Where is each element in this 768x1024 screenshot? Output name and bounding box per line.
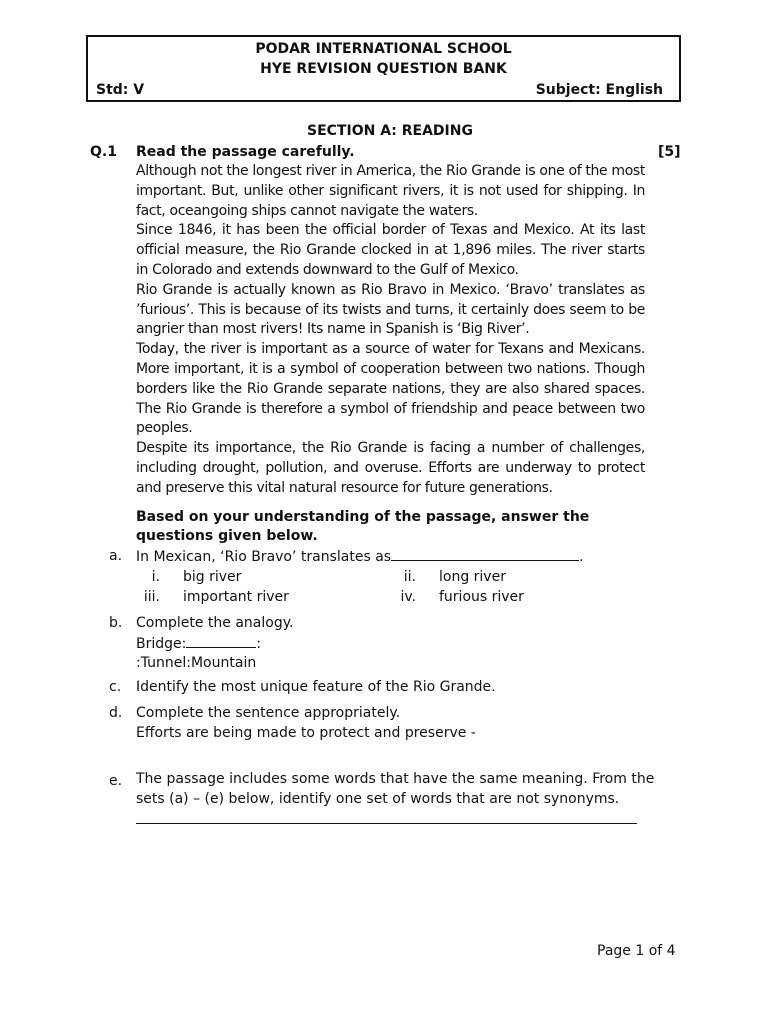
question-e-text-1: The passage includes some words that have the same meaning. From the — [136, 771, 655, 787]
analogy-line-2: :Tunnel:Mountain — [136, 655, 257, 671]
passage-paragraph: Despite its importance, the Rio Grande is facing a number of challenges, including drought, pollution, and overuse. Efforts are underway to protect and preserve this vital natural resource for future generations. — [136, 440, 645, 496]
option-number: iv. — [400, 589, 416, 605]
passage-paragraph: Today, the river is important as a source of water for Texans and Mexicans. More important, it is a symbol of cooperation between two nations. Though borders like the Rio Grande separate nations, they are also shared spaces. The Rio Grande is therefore a symbol of friendship and peace between two peoples. — [136, 341, 645, 437]
school-name: PODAR INTERNATIONAL SCHOOL — [255, 41, 512, 57]
question-c-text: Identify the most unique feature of the Rio Grande. — [136, 679, 496, 695]
question-c-label: c. — [109, 679, 122, 695]
question-d-line-2: Efforts are being made to protect and preserve - — [136, 725, 476, 741]
question-e-text-2: sets (a) – (e) below, identify one set of words that are not synonyms. — [136, 791, 620, 807]
analogy-colon: : — [256, 636, 262, 652]
option-text: big river — [183, 569, 242, 585]
option-text: important river — [183, 589, 289, 605]
question-e-label: e. — [109, 773, 123, 789]
option-number: ii. — [403, 569, 416, 585]
subject-label: Subject: English — [535, 82, 663, 98]
passage-paragraph: Rio Grande is actually known as Rio Bravo in Mexico. ‘Bravo’ translates as ’furious’. This is because of its twists and turns, it certainly does seem to be angrier than most rivers! Its name in Spanish is ‘Big River’. — [136, 281, 645, 338]
page-number: Page 1 of 4 — [597, 943, 676, 959]
question-a — [136, 546, 584, 567]
passage-paragraph: Since 1846, it has been the official border of Texas and Mexico. At its last official measure, the Rio Grande clocked in at 1,896 miles. The river starts in Colorado and extends downward to the Gulf of Mexico. — [136, 222, 645, 278]
option-text: long river — [439, 569, 506, 585]
instruction: Based on your understanding of the passage, answer the questions given below. — [136, 509, 590, 544]
question-d-text: Complete the sentence appropriately. — [136, 705, 401, 721]
std-label: Std: V — [96, 82, 145, 98]
option-text: furious river — [439, 589, 524, 605]
question-a-end: . — [579, 549, 584, 565]
question-a-text: In Mexican, ‘Rio Bravo’ translates as — [136, 549, 392, 565]
passage-paragraph: Although not the longest river in America, the Rio Grande is one of the most important. But, unlike other significant rivers, it is not used for shipping. In fact, oceangoing ships cannot navigate the waters. — [136, 163, 645, 219]
option-number: iii. — [143, 589, 160, 605]
header-box — [86, 35, 681, 102]
answer-line[interactable] — [136, 823, 637, 824]
question-d-label: d. — [109, 705, 123, 721]
question-b-text: Complete the analogy. — [136, 615, 294, 631]
question-a-label: a. — [109, 548, 123, 564]
question-bank-title: HYE REVISION QUESTION BANK — [260, 61, 507, 77]
option-number: i. — [151, 569, 160, 585]
question-b-label: b. — [109, 615, 123, 631]
question-number: Q.1 — [90, 144, 117, 160]
passage — [136, 162, 645, 499]
analogy-bridge: Bridge: — [136, 636, 187, 652]
answer-blank[interactable] — [391, 546, 579, 561]
analogy-line-1 — [136, 633, 261, 654]
question-title: Read the passage carefully. — [136, 144, 355, 160]
section-title: SECTION A: READING — [307, 123, 473, 139]
marks-label: [5] — [658, 144, 681, 160]
answer-blank[interactable] — [186, 633, 256, 648]
